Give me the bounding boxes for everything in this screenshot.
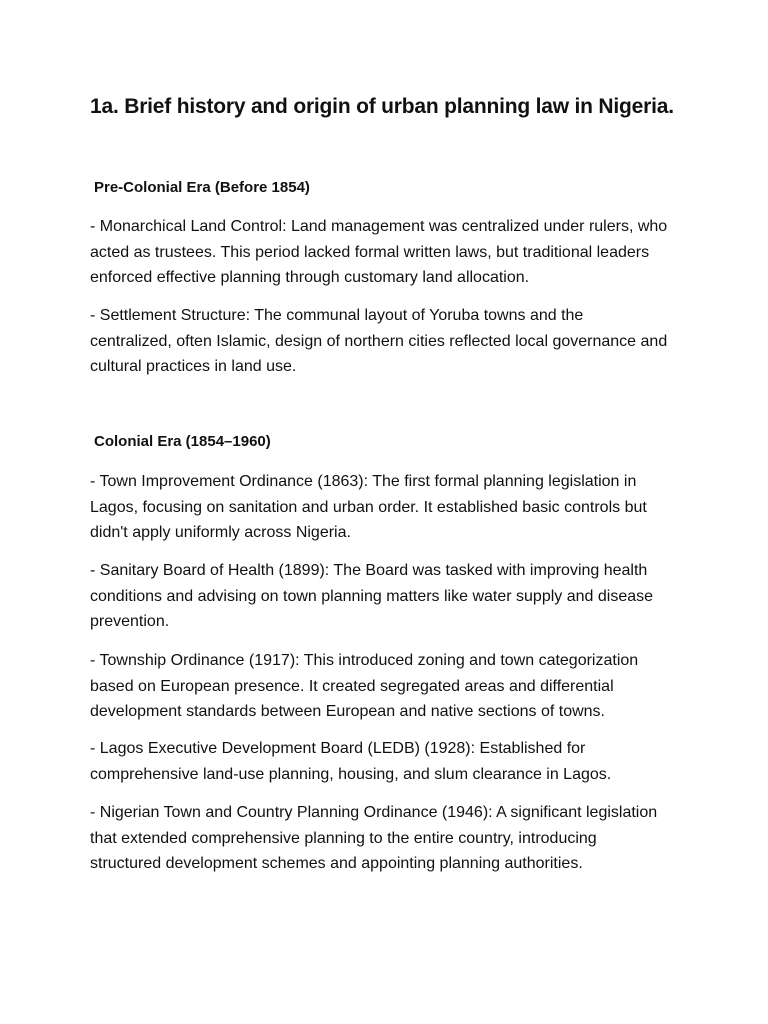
paragraph-line: cultural practices in land use. — [90, 358, 297, 375]
paragraph-town-and-country-planning-ordinance — [90, 800, 690, 877]
paragraph-line: that extended comprehensive planning to the entire country, introducing — [90, 829, 597, 847]
paragraph-town-improvement-ordinance — [90, 469, 690, 546]
paragraph-line: - Lagos Executive Development Board (LEDB) (1928): Established for — [90, 740, 586, 757]
paragraph-line: enforced effective planning through customary land allocation. — [90, 269, 530, 286]
document-title: 1a. Brief history and origin of urban planning law in Nigeria. — [90, 95, 674, 118]
paragraph-line: based on European presence. It created segregated areas and differential — [90, 677, 614, 695]
paragraph-line: centralized, often Islamic, design of northern cities reflected local governance and — [90, 332, 668, 350]
paragraph-line: structured development schemes and appointing planning authorities. — [90, 855, 583, 872]
paragraph-ledb — [90, 736, 690, 787]
paragraph-line: conditions and advising on town planning matters like water supply and disease — [90, 587, 654, 605]
paragraph-line: Lagos, focusing on sanitation and urban order. It established basic controls but — [90, 498, 647, 516]
paragraph-line: - Settlement Structure: The communal layout of Yoruba towns and the — [90, 307, 584, 324]
paragraph-settlement-structure — [90, 303, 690, 380]
paragraph-line: - Town Improvement Ordinance (1863): The first formal planning legislation in — [90, 473, 637, 490]
paragraph-line: acted as trustees. This period lacked formal written laws, but traditional leaders — [90, 243, 650, 261]
paragraph-monarchical-land-control — [90, 214, 690, 291]
paragraph-sanitary-board-of-health — [90, 558, 690, 635]
paragraph-line: - Sanitary Board of Health (1899): The Board was tasked with improving health — [90, 562, 648, 579]
paragraph-line: - Township Ordinance (1917): This introduced zoning and town categorization — [90, 652, 639, 669]
paragraph-line: development standards between European and native sections of towns. — [90, 703, 605, 720]
section-heading-pre-colonial: Pre-Colonial Era (Before 1854) — [94, 179, 310, 196]
paragraph-township-ordinance — [90, 648, 690, 725]
paragraph-line: - Nigerian Town and Country Planning Ordinance (1946): A significant legislation — [90, 804, 658, 821]
paragraph-line: didn't apply uniformly across Nigeria. — [90, 524, 351, 541]
paragraph-line: comprehensive land-use planning, housing, and slum clearance in Lagos. — [90, 765, 612, 783]
paragraph-line: prevention. — [90, 613, 170, 630]
paragraph-line: - Monarchical Land Control: Land management was centralized under rulers, who — [90, 218, 668, 235]
section-heading-colonial: Colonial Era (1854–1960) — [94, 433, 271, 450]
